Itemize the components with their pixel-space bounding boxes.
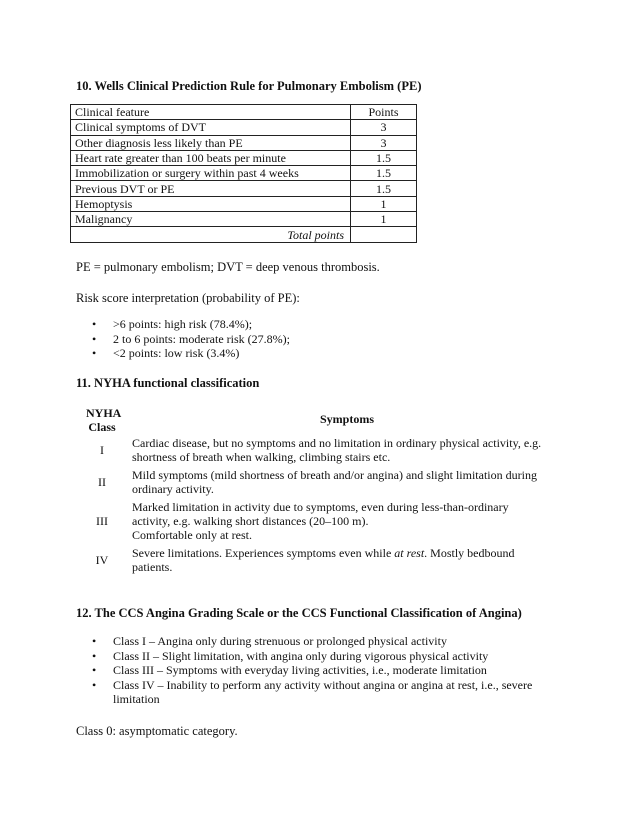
nyha-class-cell: IV [95,553,109,567]
ccs-list [92,634,532,707]
nyha-class-header-line1: NYHA [86,406,122,420]
list-item-text: 2 to 6 points: moderate risk (27.8%); [113,331,290,346]
class0-note: Class 0: asymptomatic category. [76,724,238,738]
risk-list [92,317,290,361]
table-row [71,120,417,135]
points-cell: 1.5 [351,166,417,181]
list-item-text: Class II – Slight limitation, with angina only during vigorous physical activity [113,648,489,663]
bullet-icon: • [92,677,97,692]
symptom-line: Marked limitation in activity due to symptoms, even during less-than-ordinary [132,500,509,514]
list-item-text: Class III – Symptoms with everyday living activities, i.e., moderate limitation [113,663,487,677]
nyha-class-header-line2: Class [88,420,116,434]
list-item [92,317,290,332]
points-cell: 1.5 [351,150,417,165]
symptom-line: Cardiac disease, but no symptoms and no limitation in ordinary physical activity, e.g. [132,436,542,450]
nyha-class-cell: III [96,514,108,528]
points-cell: 1.5 [351,181,417,196]
bullet-icon: • [92,346,97,360]
bullet-icon: • [92,634,97,648]
nyha-row [80,468,550,498]
feature-cell: Clinical symptoms of DVT [71,120,351,135]
nyha-symptom-cell [132,468,552,496]
list-item [92,634,532,649]
abbreviation-note: PE = pulmonary embolism; DVT = deep venous thrombosis. [76,260,380,274]
table-row [71,181,417,196]
header-points: Points [351,105,417,120]
table-row [71,150,417,165]
total-value [351,227,417,242]
points-cell: 1 [351,196,417,211]
symptom-text: . Mostly bedbound [424,546,515,560]
feature-cell: Other diagnosis less likely than PE [71,135,351,150]
feature-cell: Heart rate greater than 100 beats per minute [71,150,351,165]
symptom-line: shortness of breath when walking, climbing stairs etc. [132,450,391,464]
bullet-icon: • [92,331,97,346]
nyha-symptom-cell [132,436,552,464]
symptom-line: ordinary activity. [132,482,214,496]
bullet-icon: • [92,648,97,663]
symptom-text: Severe limitations. Experiences symptoms even while [132,546,395,560]
symptom-line: Comfortable only at rest. [132,528,252,542]
nyha-class-cell: II [98,475,106,489]
nyha-class-header [86,406,122,434]
nyha-heading: 11. NYHA functional classification [76,376,260,390]
nyha-row [80,500,550,544]
list-item-text: Class I – Angina only during strenuous or prolonged physical activity [113,634,447,648]
total-row [71,227,417,242]
points-cell: 3 [351,120,417,135]
list-item [92,663,532,678]
bullet-icon: • [92,317,97,331]
total-label: Total points [71,227,351,242]
symptom-line [132,546,552,560]
ccs-heading: 12. The CCS Angina Grading Scale or the CCS Functional Classification of Angina) [76,606,522,620]
list-item-text: <2 points: low risk (3.4%) [113,346,240,360]
list-item [92,346,290,361]
bullet-icon: • [92,663,97,677]
feature-cell: Hemoptysis [71,196,351,211]
wells-table [70,104,417,243]
wells-heading: 10. Wells Clinical Prediction Rule for Pulmonary Embolism (PE) [76,79,422,93]
symptom-line: activity, e.g. walking short distances (20–100 m). [132,514,369,528]
feature-cell: Immobilization or surgery within past 4 weeks [71,166,351,181]
table-row [71,166,417,181]
header-feature: Clinical feature [71,105,351,120]
nyha-symptoms-header: Symptoms [320,412,375,426]
list-item [92,332,290,347]
table-row [71,135,417,150]
points-cell: 1 [351,212,417,227]
nyha-class-cell: I [100,443,104,457]
list-item-text: Class IV – Inability to perform any activity without angina or angina at rest, i.e., severe [113,677,533,692]
risk-intro: Risk score interpretation (probability of PE): [76,291,300,305]
list-item [92,678,532,707]
feature-cell: Malignancy [71,212,351,227]
points-cell: 3 [351,135,417,150]
feature-cell: Previous DVT or PE [71,181,351,196]
list-item [92,649,532,664]
table-header-row [71,105,417,120]
nyha-symptom-cell [132,546,552,574]
list-item-text: >6 points: high risk (78.4%); [113,317,253,331]
nyha-row [80,436,550,466]
symptom-line: patients. [132,560,173,574]
nyha-row [80,546,550,576]
table-row [71,196,417,211]
symptom-line: Mild symptoms (mild shortness of breath and/or angina) and slight limitation during [132,468,537,482]
symptom-emphasis: at rest [394,546,425,560]
nyha-symptom-cell [132,500,552,542]
list-item-text-continued: limitation [113,692,160,706]
table-row [71,212,417,227]
